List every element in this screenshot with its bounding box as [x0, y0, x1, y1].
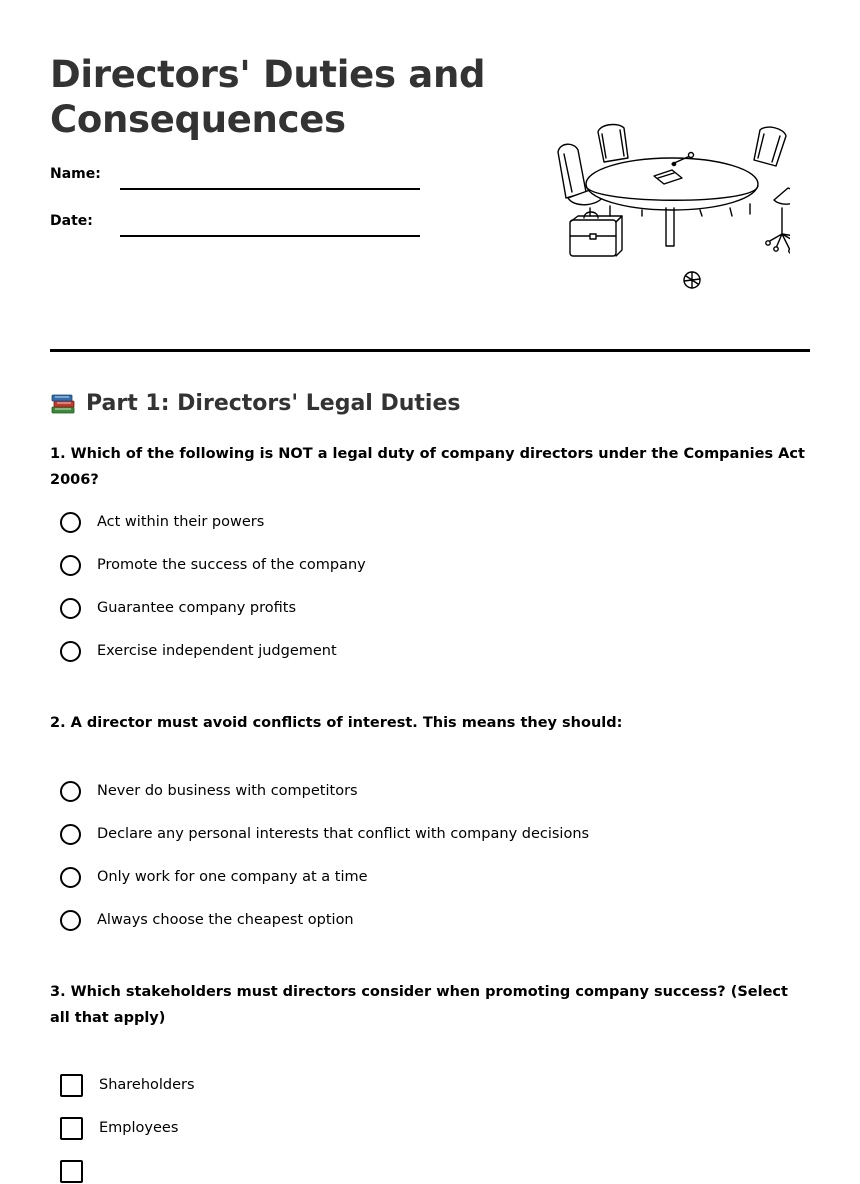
q1-option-3[interactable] — [60, 595, 296, 621]
page-title: Directors' Duties and Consequences — [50, 53, 486, 141]
radio-button[interactable] — [60, 867, 81, 888]
date-field[interactable] — [50, 207, 430, 237]
q2-option-3[interactable] — [60, 864, 368, 890]
q2-option-4[interactable] — [60, 907, 354, 933]
question-1: 1. Which of the following is NOT a legal duty of company directors under the Companies Act 2006? — [50, 446, 805, 488]
checkbox[interactable] — [60, 1117, 83, 1140]
name-field[interactable] — [50, 160, 430, 190]
radio-button[interactable] — [60, 910, 81, 931]
checkbox[interactable] — [60, 1160, 83, 1183]
section-title-text: Part 1: Directors' Legal Duties — [86, 391, 461, 416]
section-title-part-1 — [50, 388, 460, 420]
name-answer-line[interactable] — [120, 188, 420, 190]
option-label: Employees — [99, 1120, 179, 1136]
q1-option-1[interactable] — [60, 509, 264, 535]
books-icon — [50, 391, 76, 417]
radio-button[interactable] — [60, 641, 81, 662]
option-label: Shareholders — [99, 1077, 195, 1093]
q2-option-2[interactable] — [60, 821, 589, 847]
radio-button[interactable] — [60, 781, 81, 802]
option-label: Declare any personal interests that conflict with company decisions — [97, 826, 590, 842]
date-label: Date: — [50, 213, 93, 229]
date-answer-line[interactable] — [120, 235, 420, 237]
radio-button[interactable] — [60, 512, 81, 533]
radio-button[interactable] — [60, 555, 81, 576]
radio-button[interactable] — [60, 598, 81, 619]
checkbox[interactable] — [60, 1074, 83, 1097]
option-label: Exercise independent judgement — [97, 643, 337, 659]
q2-option-1[interactable] — [60, 778, 358, 804]
option-label: Act within their powers — [97, 514, 265, 530]
q3-option-1[interactable] — [60, 1072, 195, 1098]
question-3: 3. Which stakeholders must directors consider when promoting company success? (Select all that apply) — [50, 984, 788, 1026]
option-label: Guarantee company profits — [97, 600, 297, 616]
question-2: 2. A director must avoid conflicts of interest. This means they should: — [50, 715, 623, 731]
q3-option-3-partial[interactable] — [60, 1158, 83, 1184]
option-label: Never do business with competitors — [97, 783, 358, 799]
option-label: Always choose the cheapest option — [97, 912, 354, 928]
option-label: Only work for one company at a time — [97, 869, 368, 885]
section-divider — [50, 349, 810, 352]
option-label: Promote the success of the company — [97, 557, 366, 573]
boardroom-illustration — [550, 112, 790, 292]
radio-button[interactable] — [60, 824, 81, 845]
q1-option-2[interactable] — [60, 552, 366, 578]
q3-option-2[interactable] — [60, 1115, 178, 1141]
name-label: Name: — [50, 166, 101, 182]
q1-option-4[interactable] — [60, 638, 337, 664]
